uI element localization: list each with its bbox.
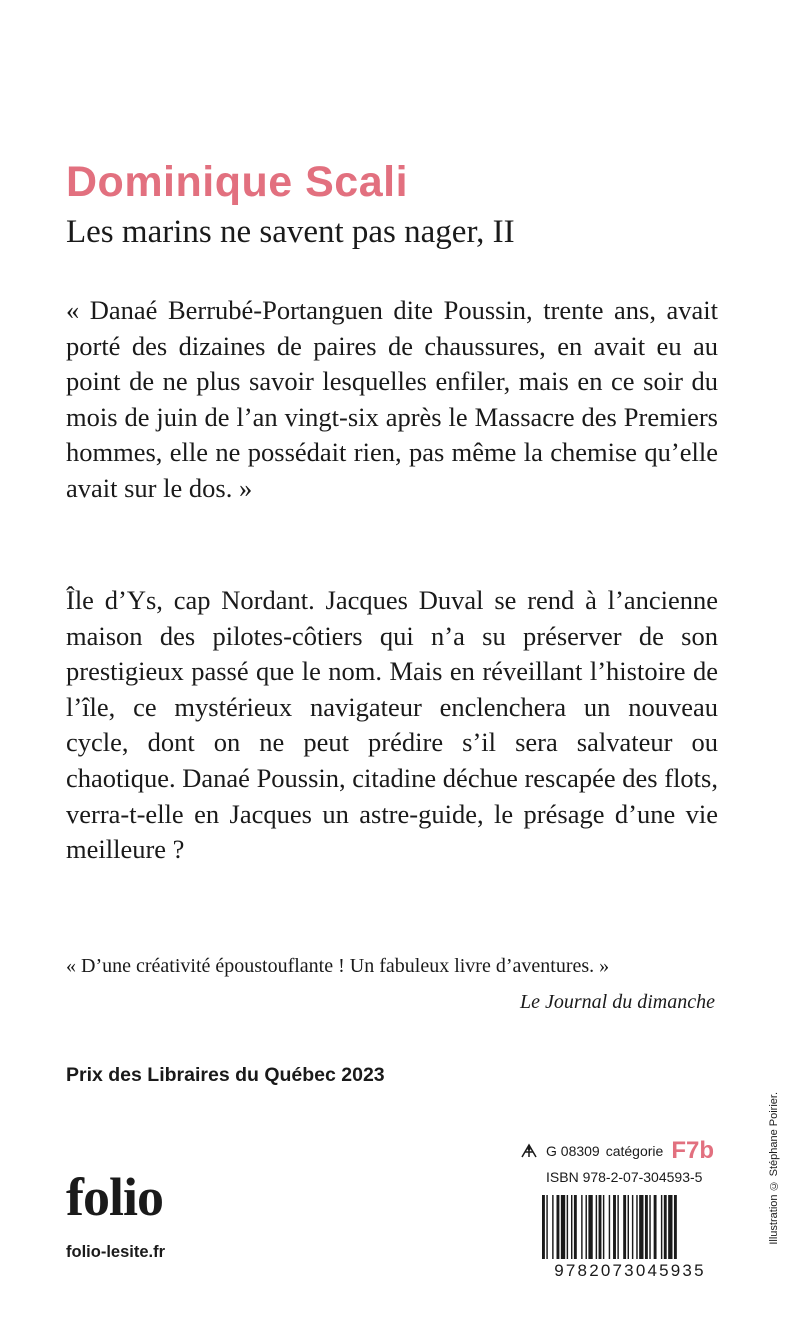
barcode-bar	[609, 1195, 610, 1265]
product-code-row	[520, 1138, 720, 1164]
product-info	[520, 1138, 720, 1190]
barcode-icon	[540, 1195, 720, 1279]
barcode-bar	[567, 1195, 568, 1265]
barcode-bar	[617, 1195, 618, 1265]
book-title: Les marins ne savent pas nager, II	[66, 214, 515, 250]
barcode-bar	[664, 1195, 667, 1265]
award-text: Prix des Libraires du Québec 2023	[66, 1064, 385, 1086]
barcode-bar	[636, 1195, 637, 1265]
barcode-bar	[632, 1195, 633, 1265]
barcode-bar	[542, 1195, 545, 1265]
barcode-bar	[668, 1195, 672, 1265]
barcode-bar	[546, 1195, 547, 1265]
barcode-bar	[574, 1195, 577, 1265]
barcode-bar	[571, 1195, 572, 1265]
barcode-bars	[542, 1195, 677, 1265]
barcode-bar	[552, 1195, 553, 1265]
author-name: Dominique Scali	[66, 158, 409, 206]
product-code: G 08309	[546, 1143, 600, 1159]
barcode-bar	[628, 1195, 629, 1265]
barcode-bar	[596, 1195, 597, 1265]
barcode-bar	[639, 1195, 643, 1265]
summary-paragraph: Île d’Ys, cap Nordant. Jacques Duval se rend à l’ancienne maison des pilotes-côtiers qui n’a su préserver de son prestigieux passé que le nom. Mais en réveillant l’histoire de l’île, ce mystérieux navigateur enclenchera un nouveau cycle, dont on ne peut prédire s’il sera salvateur ou chaotique. Danaé Poussin, citadine déchue rescapée des flots, verra-t-elle en Jacques un astre-guide, le présage d’une vie meilleure ?	[66, 585, 718, 865]
folio-logo: folio	[66, 1167, 163, 1227]
barcode-bar	[654, 1195, 657, 1265]
publisher-website: folio-lesite.fr	[66, 1243, 166, 1261]
category-code: F7b	[671, 1137, 714, 1164]
barcode-bar	[599, 1195, 602, 1265]
barcode-bar	[661, 1195, 662, 1265]
barcode-bar	[586, 1195, 587, 1265]
barcode-bar	[561, 1195, 565, 1265]
barcode-digits: 9782073045935	[554, 1261, 706, 1279]
gallimard-logo-icon	[520, 1143, 538, 1159]
barcode-bar	[581, 1195, 582, 1265]
barcode-bar	[613, 1195, 616, 1265]
barcode-bar	[674, 1195, 677, 1265]
illustration-credit: Illustration © Stéphane Poirier.	[768, 1092, 780, 1245]
review-quote: « D’une créativité époustouflante ! Un fabuleux livre d’aventures. »	[66, 955, 610, 977]
barcode-bar	[645, 1195, 648, 1265]
excerpt-paragraph: « Danaé Berrubé-Portanguen dite Poussin, trente ans, avait porté des dizaines de paires de chaussures, en avait eu au point de ne plus savoir lesquelles enfiler, mais en ce soir du mois de juin de l’an vingt-six après le Massacre des Premiers hommes, elle ne possédait rien, pas même la chemise qu’elle avait sur le dos. »	[66, 295, 718, 503]
category-label: catégorie	[605, 1143, 664, 1159]
barcode-bar	[588, 1195, 592, 1265]
barcode-bar	[649, 1195, 650, 1265]
isbn: ISBN 978-2-07-304593-5	[546, 1169, 703, 1185]
review-source: Le Journal du dimanche	[520, 991, 715, 1013]
barcode-bar	[603, 1195, 604, 1265]
barcode-bar	[623, 1195, 626, 1265]
barcode-bar	[557, 1195, 560, 1265]
